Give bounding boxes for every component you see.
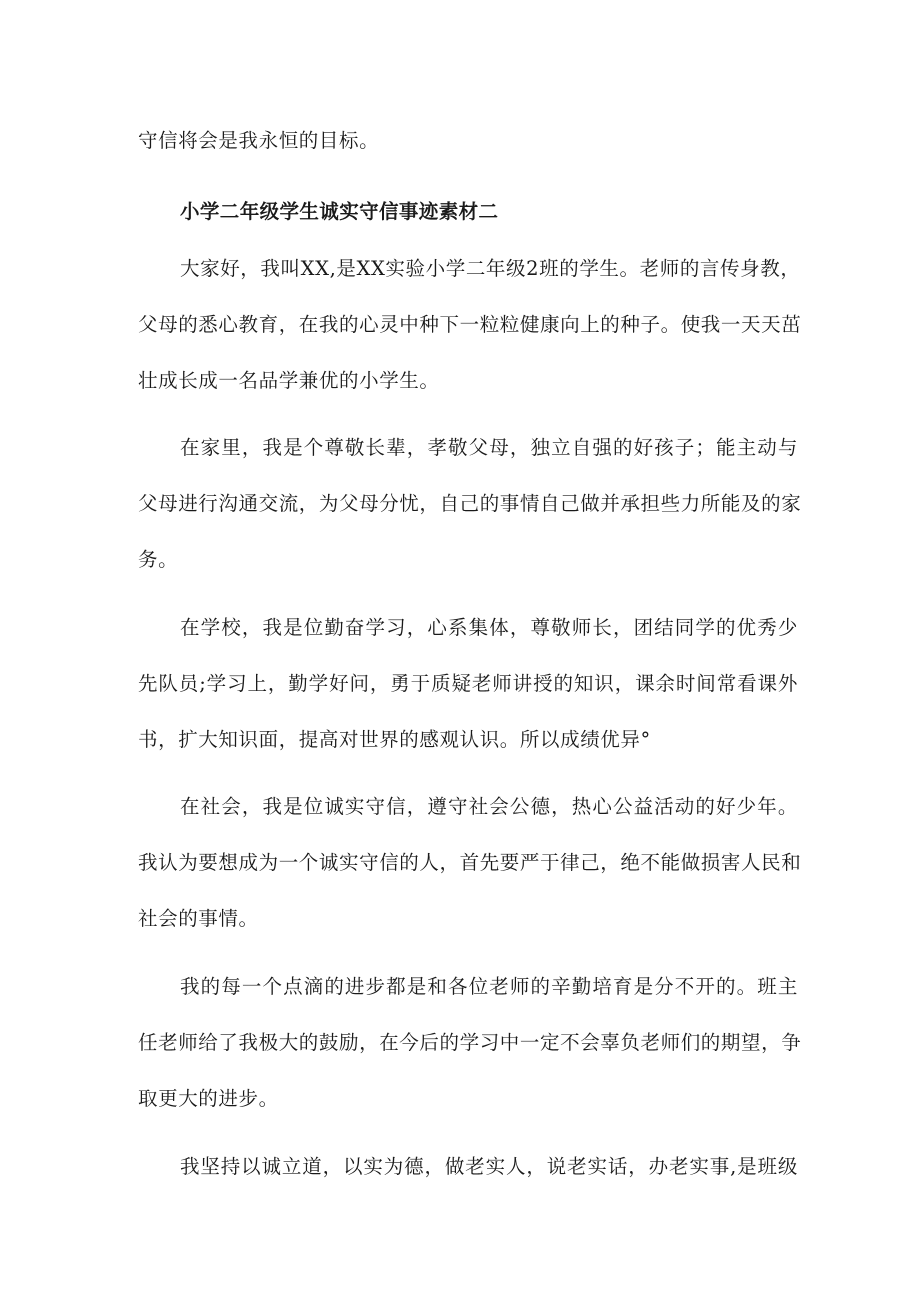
paragraph-line: 壮成长成一名品学兼优的小学生。 [138, 369, 440, 392]
paragraph-line: 务。 [138, 548, 179, 571]
paragraph-line: 父母进行沟通交流，为父母分忧，自己的事情自己做并承担些力所能及的家 [138, 492, 802, 515]
section-heading: 小学二年级学生诚实守信事迹素材二 [180, 200, 499, 223]
paragraph-line: 我认为要想成为一个诚实守信的人，首先要严于律己，绝不能做损害人民和 [138, 851, 802, 874]
paragraph-line: 在家里，我是个尊敬长辈，孝敬父母，独立自强的好孩子；能主动与 [180, 436, 798, 459]
paragraph-line: 先队员;学习上，勤学好问，勇于质疑老师讲授的知识，课余时间常看课外 [138, 672, 798, 695]
paragraph-line: 我坚持以诚立道，以实为德，做老实人，说老实话，办老实事,是班级 [180, 1155, 798, 1178]
continuation-text: 守信将会是我永恒的目标。 [138, 129, 380, 152]
paragraph-line: 书，扩大知识面，提高对世界的感观认识。所以成绩优异° [138, 728, 651, 751]
paragraph-line: 任老师给了我极大的鼓励，在今后的学习中一定不会辜负老师们的期望，争 [138, 1031, 802, 1054]
paragraph-line: 取更大的进步。 [138, 1087, 279, 1110]
paragraph-line: 大家好，我叫XX,是XX实验小学二年级2班的学生。老师的言传身教， [180, 257, 801, 280]
paragraph-line: 社会的事情。 [138, 907, 259, 930]
paragraph-line: 我的每一个点滴的进步都是和各位老师的辛勤培育是分不开的。班主 [180, 975, 798, 998]
paragraph-line: 在学校，我是位勤奋学习，心系集体，尊敬师长，团结同学的优秀少 [180, 616, 798, 639]
paragraph-line: 父母的悉心教育，在我的心灵中种下一粒粒健康向上的种子。使我一天天茁 [138, 313, 802, 336]
paragraph-line: 在社会，我是位诚实守信，遵守社会公德，热心公益活动的好少年。 [180, 795, 798, 818]
